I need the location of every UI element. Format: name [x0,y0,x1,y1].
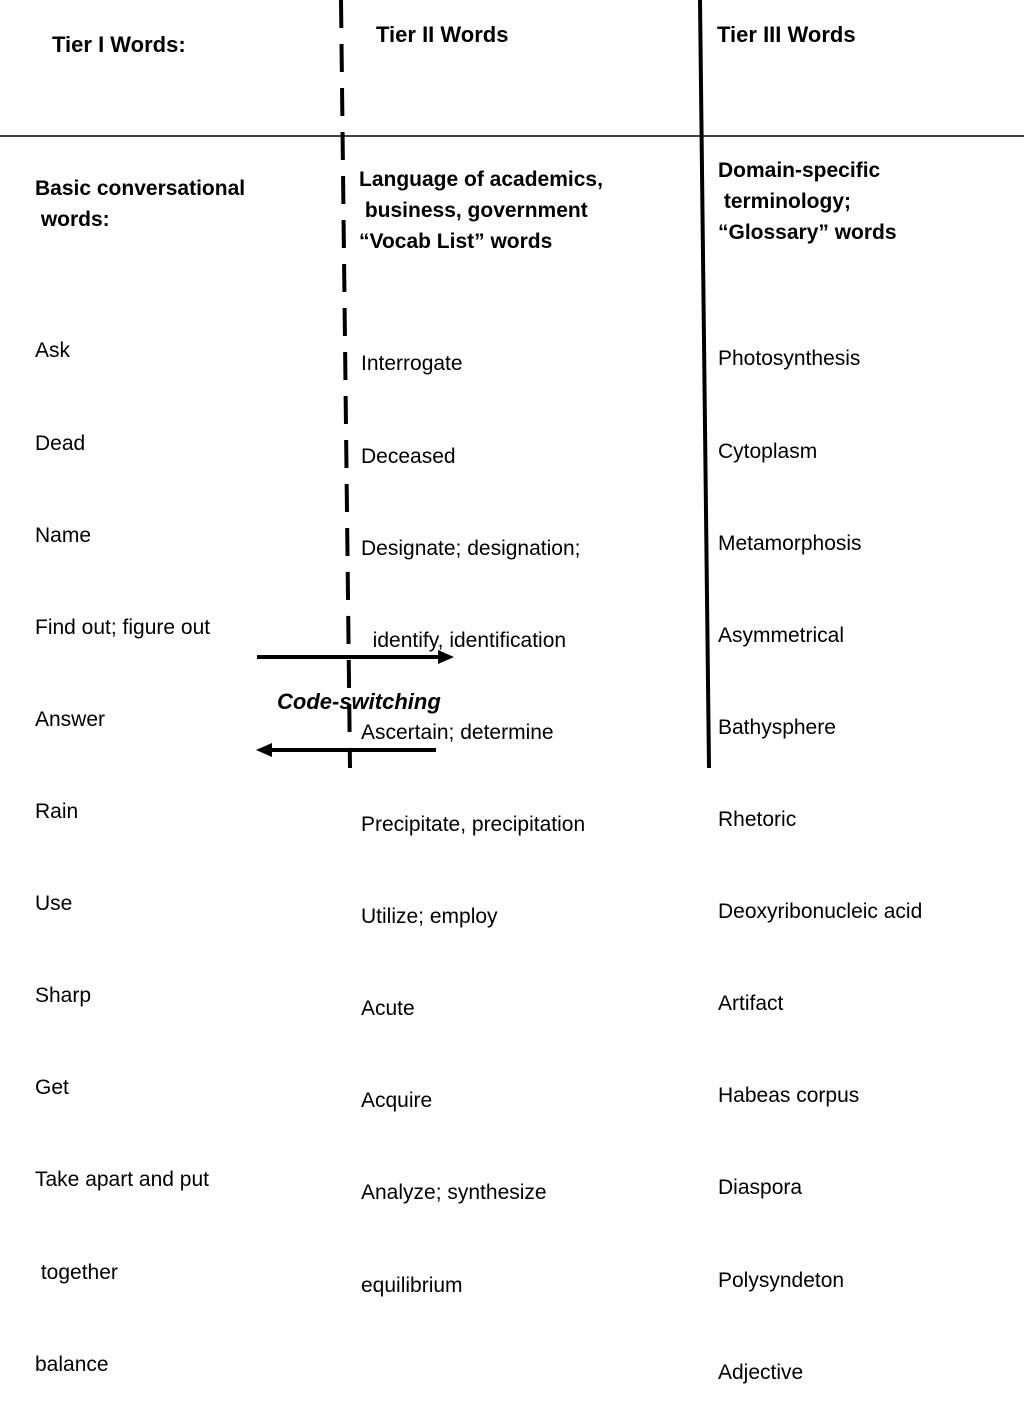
list-item: Take apart and put [35,1168,209,1192]
tier1-word-list [35,275,210,1411]
list-item: Diaspora [718,1176,803,1200]
list-item: balance [35,1352,109,1376]
list-item: Rain [35,799,79,823]
tier1-heading: Tier I Words: [52,32,186,57]
list-item: Photosynthesis [718,347,861,371]
solid-divider [700,0,709,768]
list-item: Sharp [35,984,92,1008]
tier3-heading: Tier III Words [717,22,856,47]
list-item: Utilize; employ [361,905,498,929]
list-item: Use [35,892,73,916]
tier2-heading: Tier II Words [376,22,509,47]
code-switching-label: Code-switching [277,689,441,714]
tier2-word-list [361,288,585,1332]
list-item: Designate; designation; [361,536,581,560]
list-item: Answer [35,707,106,731]
list-item: Ascertain; determine [361,720,554,744]
list-item: Get [35,1076,69,1100]
tier3-word-list [718,283,922,1419]
list-item: together [35,1260,118,1284]
list-item: Bathysphere [718,715,836,739]
list-item: Asymmetrical [718,623,845,647]
list-item: Dead [35,431,86,455]
list-item: Precipitate, precipitation [361,812,586,836]
list-item: Ask [35,339,71,363]
list-item: Metamorphosis [718,531,862,555]
list-item: Deceased [361,444,456,468]
tier1-subheading: Basic conversational words: [35,177,246,231]
tier2-subheading: Language of academics, business, government “Vocab List” words [359,168,603,253]
list-item: Analyze; synthesize [361,1181,547,1205]
list-item: Interrogate [361,352,463,376]
list-item: Acquire [361,1089,433,1113]
dashed-divider [341,0,350,768]
list-item: Adjective [718,1360,804,1384]
list-item: Rhetoric [718,807,797,831]
list-item: Artifact [718,992,784,1016]
list-item: Cytoplasm [718,439,818,463]
list-item: Name [35,523,92,547]
list-item: equilibrium [361,1273,463,1297]
list-item: Polysyndeton [718,1268,845,1292]
tier3-subheading: Domain-specific terminology; “Glossary” words [718,159,897,244]
list-item: Deoxyribonucleic acid [718,900,923,924]
list-item: identify, identification [361,628,567,652]
list-item: Habeas corpus [718,1084,860,1108]
list-item: Acute [361,997,415,1021]
list-item: Find out; figure out [35,615,211,639]
